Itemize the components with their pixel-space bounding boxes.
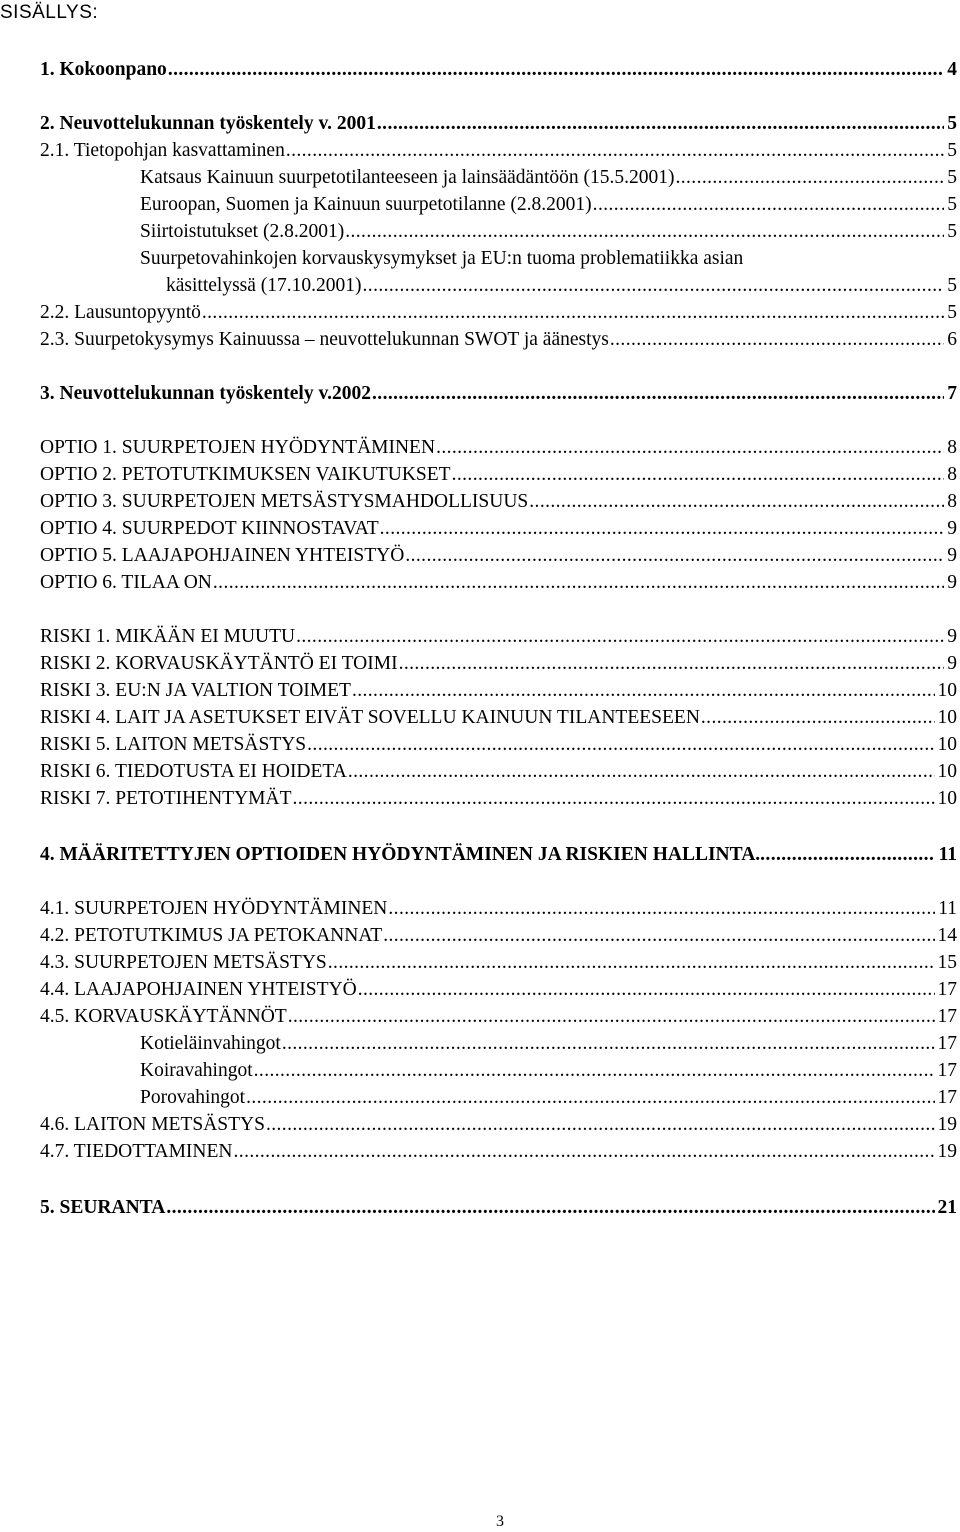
dot-leader [452, 463, 945, 487]
dot-leader [296, 625, 944, 649]
page-number: 3 [496, 1513, 504, 1530]
toc-entry-title: 4.7. TIEDOTTAMINEN [40, 1141, 233, 1162]
toc-entry-page: 5 [947, 194, 957, 215]
toc-entry-page: 19 [937, 1141, 957, 1162]
toc-entry[interactable] [40, 571, 957, 595]
toc-entry-page: 5 [947, 140, 957, 161]
dot-leader [701, 706, 935, 730]
dot-leader [307, 733, 934, 757]
dot-leader [266, 1113, 935, 1137]
toc-entry-page: 9 [947, 518, 957, 539]
toc-entry[interactable] [40, 787, 957, 811]
toc-entry-page: 9 [947, 545, 957, 566]
toc-entry-page: 10 [937, 680, 957, 701]
toc-entry-title: OPTIO 5. LAAJAPOHJAINEN YHTEISTYÖ [40, 545, 405, 566]
toc-entry[interactable] [40, 760, 957, 784]
dot-leader [168, 58, 944, 82]
toc-entry[interactable] [40, 1196, 957, 1220]
toc-entry-title: 5. SEURANTA [40, 1197, 166, 1218]
toc-entry[interactable] [40, 517, 957, 541]
dot-leader [760, 843, 933, 867]
toc-entry[interactable] [40, 924, 957, 948]
toc-entry-page: 17 [937, 1060, 957, 1081]
toc-entry-title: käsittelyssä (17.10.2001) [166, 275, 362, 296]
toc-entry-page: 9 [947, 626, 957, 647]
toc-entry[interactable] [40, 679, 957, 703]
dot-leader [352, 679, 935, 703]
toc-entry-page: 11 [938, 898, 957, 919]
toc-entry-title: OPTIO 6. TILAA ON [40, 572, 212, 593]
toc-entry-title: 4.2. PETOTUTKIMUS JA PETOKANNAT [40, 925, 383, 946]
toc-entry-page: 8 [947, 437, 957, 458]
toc-entry-title: 4. MÄÄRITETTYJEN OPTIOIDEN HYÖDYNTÄMINEN JA RISKIEN HALLINTA. [40, 844, 761, 865]
toc-entry-title: RISKI 6. TIEDOTUSTA EI HOIDETA [40, 761, 347, 782]
toc-entry-page: 17 [937, 1006, 957, 1027]
toc-entry-title-line1: Suurpetovahinkojen korvauskysymykset ja EU:n tuoma problematiikka asian [140, 248, 744, 269]
toc-entry-page: 17 [937, 1033, 957, 1054]
toc-entry[interactable] [40, 490, 957, 514]
toc-entry-page: 14 [937, 925, 957, 946]
toc-entry-page: 11 [938, 844, 957, 865]
dot-leader [254, 1059, 935, 1083]
toc-entry-page: 10 [937, 761, 957, 782]
dot-leader [358, 978, 935, 1002]
toc-entry[interactable] [40, 652, 957, 676]
dot-leader [388, 897, 935, 921]
toc-entry[interactable] [40, 301, 957, 325]
toc-entry-title: Kotieläinvahingot [140, 1033, 281, 1054]
toc-heading: SISÄLLYS: [0, 2, 99, 23]
toc-entry[interactable] [40, 463, 957, 487]
toc-entry-title: OPTIO 1. SUURPETOJEN HYÖDYNTÄMINEN [40, 437, 436, 458]
dot-leader [348, 760, 935, 784]
toc-entry-title: RISKI 3. EU:N JA VALTION TOIMET [40, 680, 351, 701]
dot-leader [328, 951, 935, 975]
toc-entry-page: 8 [947, 491, 957, 512]
toc-entry[interactable] [40, 436, 957, 460]
toc-entry-page: 10 [937, 707, 957, 728]
toc-entry-title: RISKI 7. PETOTIHENTYMÄT [40, 788, 292, 809]
dot-leader [345, 220, 944, 244]
dot-leader [399, 652, 945, 676]
toc-entry-title: OPTIO 4. SUURPEDOT KIINNOSTAVAT [40, 518, 379, 539]
dot-leader [293, 787, 935, 811]
toc-entry[interactable] [140, 220, 957, 244]
toc-entry[interactable] [140, 1086, 957, 1110]
toc-entry[interactable] [40, 544, 957, 568]
toc-entry[interactable] [40, 706, 957, 730]
toc-entry-page: 17 [937, 979, 957, 1000]
toc-entry-page: 15 [937, 952, 957, 973]
toc-entry-title: Euroopan, Suomen ja Kainuun suurpetotilanne (2.8.2001) [140, 194, 592, 215]
toc-entry-title: 3. Neuvottelukunnan työskentely v.2002 [40, 383, 372, 404]
dot-leader [213, 571, 944, 595]
toc-entry[interactable] [40, 897, 957, 921]
toc-entry-page: 19 [937, 1114, 957, 1135]
toc-entry-title: 4.5. KORVAUSKÄYTÄNNÖT [40, 1006, 287, 1027]
toc-entry[interactable] [40, 951, 957, 975]
toc-entry-title: 2.1. Tietopohjan kasvattaminen [40, 140, 285, 161]
toc-entry-title: Koiravahingot [140, 1060, 253, 1081]
toc-entry[interactable] [40, 328, 957, 352]
dot-leader [166, 1196, 934, 1220]
toc-entry-page: 5 [947, 221, 957, 242]
toc-entry[interactable] [40, 58, 957, 82]
toc-entry-page: 5 [947, 275, 957, 296]
toc-entry-page: 5 [947, 167, 957, 188]
dot-leader [246, 1086, 934, 1110]
toc-entry-title: 2.3. Suurpetokysymys Kainuussa – neuvottelukunnan SWOT ja äänestys [40, 329, 609, 350]
toc-entry-title: OPTIO 2. PETOTUTKIMUKSEN VAIKUTUKSET [40, 464, 451, 485]
toc-entry[interactable] [140, 1032, 957, 1056]
dot-leader [288, 1005, 935, 1029]
dot-leader [610, 328, 944, 352]
toc-entry-title: Porovahingot [140, 1087, 246, 1108]
toc-entry-page: 5 [947, 302, 957, 323]
dot-leader [377, 112, 944, 136]
toc-entry[interactable] [40, 625, 957, 649]
toc-entry-title: OPTIO 3. SUURPETOJEN METSÄSTYSMAHDOLLISUUS [40, 491, 529, 512]
dot-leader [363, 274, 945, 298]
toc-entry-title: 4.4. LAAJAPOHJAINEN YHTEISTYÖ [40, 979, 357, 1000]
toc-entry[interactable] [166, 274, 957, 298]
toc-entry-title: 1. Kokoonpano [40, 59, 167, 80]
dot-leader [282, 1032, 935, 1056]
toc-entry[interactable] [40, 1005, 957, 1029]
toc-entry[interactable] [140, 1059, 957, 1083]
toc-entry-title: 2. Neuvottelukunnan työskentely v. 2001 [40, 113, 376, 134]
toc-entry-page: 5 [947, 113, 957, 134]
toc-entry-title: RISKI 5. LAITON METSÄSTYS [40, 734, 307, 755]
toc-entry[interactable] [40, 139, 957, 163]
toc-entry[interactable] [40, 112, 957, 136]
dot-leader [405, 544, 944, 568]
toc-entry[interactable] [140, 166, 957, 190]
toc-entry-title: RISKI 1. MIKÄÄN EI MUUTU [40, 626, 296, 647]
toc-entry-title: 4.3. SUURPETOJEN METSÄSTYS [40, 952, 327, 973]
dot-leader [675, 166, 944, 190]
toc-entry-page: 4 [947, 59, 957, 80]
toc-entry-title: 4.1. SUURPETOJEN HYÖDYNTÄMINEN [40, 898, 388, 919]
toc-entry-page: 9 [947, 572, 957, 593]
toc-entry[interactable] [140, 193, 957, 217]
toc-entry[interactable] [40, 733, 957, 757]
toc-entry[interactable] [40, 382, 957, 406]
dot-leader [436, 436, 944, 460]
toc-entry-title: Siirtoistutukset (2.8.2001) [140, 221, 345, 242]
toc-entry-title: 4.6. LAITON METSÄSTYS [40, 1114, 265, 1135]
toc-entry[interactable] [40, 978, 957, 1002]
toc-entry-title: RISKI 2. KORVAUSKÄYTÄNTÖ EI TOIMI [40, 653, 398, 674]
toc-entry-page: 9 [947, 653, 957, 674]
toc-entry-page: 10 [937, 788, 957, 809]
toc-entry-page: 6 [947, 329, 957, 350]
dot-leader [383, 924, 934, 948]
dot-leader [372, 382, 944, 406]
dot-leader [529, 490, 944, 514]
toc-entry-page: 21 [937, 1197, 957, 1218]
toc-entry-title: RISKI 4. LAIT JA ASETUKSET EIVÄT SOVELLU KAINUUN TILANTEESEEN [40, 707, 700, 728]
dot-leader [234, 1140, 935, 1164]
toc-entry-title: Katsaus Kainuun suurpetotilanteeseen ja lainsäädäntöön (15.5.2001) [140, 167, 675, 188]
toc-entry-title: 2.2. Lausuntopyyntö [40, 302, 201, 323]
dot-leader [202, 301, 944, 325]
toc-entry[interactable] [40, 1113, 957, 1137]
dot-leader [286, 139, 944, 163]
dot-leader [593, 193, 945, 217]
toc-entry-page: 17 [937, 1087, 957, 1108]
toc-entry-page: 10 [937, 734, 957, 755]
toc-entry[interactable] [40, 1140, 957, 1164]
toc-entry[interactable] [40, 843, 957, 867]
dot-leader [380, 517, 945, 541]
toc-entry-page: 7 [947, 383, 957, 404]
toc-entry-page: 8 [947, 464, 957, 485]
